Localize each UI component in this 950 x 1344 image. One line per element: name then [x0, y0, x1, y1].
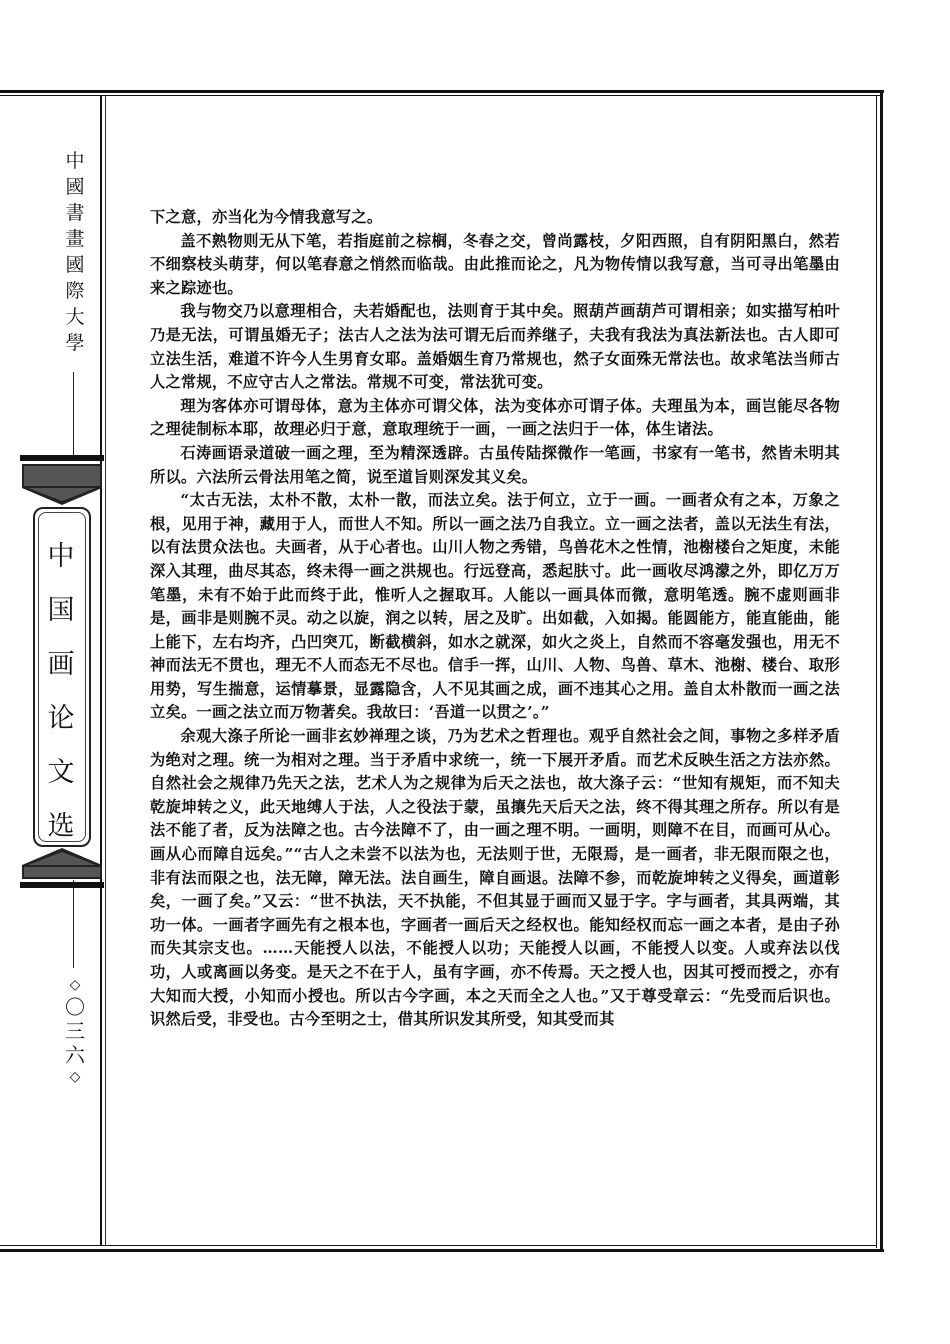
- paragraph: 余观大涤子所论一画非玄妙禅理之谈，乃为艺术之哲理也。观乎自然社会之间，事物之多样矛盾为绝对之理。统一为相对之理。当于矛盾中求统一，统一下展开矛盾。而艺术反映生活之方法亦然。自然社会之规律乃先天之法，艺术人为之规律为后天之法也，故大涤子云：“世知有规矩，而不知夫乾旋坤转之义，此天地缚人于法，人之役法于蒙，虽攘先天后天之法，终不得其理之所存。所以有是法不能了者，反为法障之也。古今法障不了，由一画之理不明。一画明，则障不在目，而画可从心。画从心而障自远矣。”“古人之未尝不以法为也，无法则于世，无限焉，是一画者，非无限而限之也，非有法而限之也，法无障，障无法。法自画生，障自画退。法障不参，而乾旋坤转之义得矣，画道彰矣，一画了矣。”又云：“世不执法，天不执能，不但其显于画而又显于字。字与画者，其具两端，其功一体。一画者字画先有之根本也，字画者一画后天之经权也。能知经权而忘一画之本者，是由子孙而失其宗支也。……天能授人以法，不能授人以功；天能授人以画，不能授人以变。人或弃法以伐功，人或离画以务变。是天之不在于人，虽有字画，亦不传焉。天之授人也，因其可授而授之，亦有大知而大授，小知而小授也。所以古今字画，本之天而全之人也。”又于尊受章云：“先受而后识也。识然后受，非受也。古今至明之士，借其所识发其所受，知其受而其: [150, 727, 840, 1029]
- margin-rule: [100, 96, 102, 1245]
- paragraph: 我与物交乃以意理相合，夫若婚配也，法则育于其中矣。照葫芦画葫芦可谓相亲；如实描写柏叶乃是无法，可谓虽婚无子；法古人之法为法可谓无后而养继子，夫我有我法为真法新法也。古人即可立法生活，难道不许今人生男育女耶。盖婚姻生育乃常规也，然子女面殊无常法也。故求笔法当师古人之常规，不应守古人之常法。常规不可变，常法犹可变。: [150, 302, 840, 392]
- cartouche-top-ornament: [20, 455, 104, 507]
- body-text: [150, 206, 840, 1032]
- university-name: 中 國 書 畫 國 際 大 學: [65, 150, 85, 354]
- quotation-paragraph: “太古无法，太朴不散，太朴一散，而法立矣。法于何立，立于一画。一画者众有之本，万象之根，见用于神，藏用于人，而世人不知。所以一画之法乃自我立。立一画之法者，盖以无法生有法，以有法贯众法也。夫画者，从于心者也。山川人物之秀错，鸟兽花木之性情，池榭楼台之矩度，未能深入其理，曲尽其态，终未得一画之洪规也。行远登高，悉起肤寸。此一画收尽鸿濛之外，即亿万万笔墨，未有不始于此而终于此，惟听人之握取耳。人能以一画具体而微，意明笔透。腕不虚则画非是，画非是则腕不灵。动之以旋，润之以转，居之及旷。出如截，入如揭。能圆能方，能直能曲，能上能下，左右均齐，凸凹突兀，断截横斜，如水之就深，如火之炎上，自然而不容毫发强也，用无不神而法无不贯也，理无不人而态无不尽也。信手一挥，山川、人物、鸟兽、草木、池榭、楼台、取形用势，写生揣意，运情摹景，显露隐含，人不见其画之成，画不违其心之用。盖自太朴散而一画之法立矣。一画之法立而万物著矣。我故曰：‘吾道一以贯之’。”: [150, 491, 840, 722]
- page-frame-bottom: [0, 1249, 884, 1252]
- paragraph: 石涛画语录道破一画之理，至为精深透辟。古虽传陆探微作一笔画，书家有一笔书，然皆未明其所以。六法所云骨法用笔之简，说至道旨则深发其义矣。: [150, 443, 840, 486]
- cartouche-bottom-ornament: [20, 848, 104, 888]
- sidebar-line-lower: [73, 880, 74, 968]
- margin-rule-inner: [105, 96, 106, 1245]
- page-frame-top-inner: [0, 95, 880, 96]
- page-frame-top: [0, 90, 884, 93]
- page-number: ◇ 〇 三 六 ◇: [65, 977, 85, 1085]
- page-frame-right: [880, 90, 883, 1252]
- sidebar-line-upper: [73, 372, 74, 455]
- page-frame-bottom-inner: [0, 1245, 877, 1246]
- paragraph: 理为客体亦可谓母体，意为主体亦可谓父体，法为变体亦可谓子体。夫理虽为本，画岂能尽各物之理徒制标本耶，故理必归于意，意取理统于一画，一画之法归于一体，体生诸法。: [150, 396, 840, 439]
- book-title: 中 国 画 论 文 选: [47, 541, 75, 842]
- paragraph: 下之意，亦当化为今情我意写之。: [150, 208, 383, 226]
- page-frame-right-inner: [876, 95, 877, 1248]
- paragraph: 盖不熟物则无从下笔，若指庭前之棕榈，冬春之交，曾尚露枝，夕阳西照，自有阴阳黑白，然若不细察枝头萌芽，何以笔春意之悄然而临哉。由此推而论之，凡为物传情以我写意，当可寻出笔墨由来之踪迹也。: [150, 231, 840, 297]
